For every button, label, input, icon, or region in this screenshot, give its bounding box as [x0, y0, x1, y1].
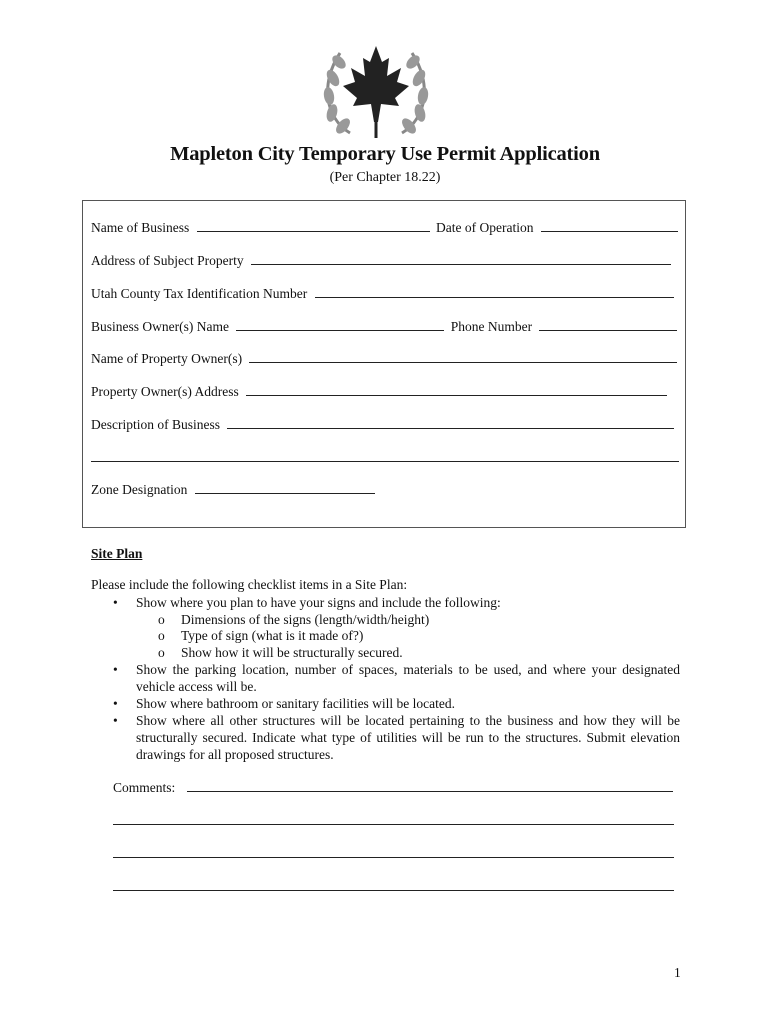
subject-address-label: Address of Subject Property [91, 253, 244, 268]
property-owner-address-row [91, 384, 667, 400]
comments-line-4[interactable] [113, 890, 674, 891]
business-name-label: Name of Business [91, 220, 190, 235]
phone-label: Phone Number [450, 319, 533, 334]
bullet-icon: • [113, 713, 118, 728]
site-plan-item-structures: Show where all other structures will be located pertaining to the business and how they will be structurally secured. Indicate what type of utilities will be run to the structures. Submit elevation drawings for all proposed structures. [136, 713, 680, 762]
bullet-icon: • [113, 595, 118, 610]
sign-sub-item-secured: Show how it will be structurally secured. [181, 645, 403, 660]
bullet-icon: • [113, 696, 118, 711]
comments-field[interactable] [187, 780, 673, 792]
property-owner-name-field[interactable] [249, 351, 677, 363]
circle-bullet-icon: o [158, 612, 165, 627]
city-seal-logo [315, 38, 437, 148]
site-plan-item-signs: Show where you plan to have your signs and include the following: [136, 595, 501, 610]
comments-line-2[interactable] [113, 824, 674, 825]
description-label: Description of Business [91, 417, 220, 432]
bullet-icon: • [113, 662, 118, 677]
property-owner-address-field[interactable] [246, 384, 667, 396]
description-field-line-2[interactable] [91, 450, 679, 462]
site-plan-item-bathroom: Show where bathroom or sanitary facilities will be located. [136, 696, 456, 711]
owner-name-field[interactable] [236, 319, 444, 331]
date-of-operation-label: Date of Operation [436, 220, 534, 235]
subject-address-row [91, 253, 671, 269]
owner-name-row [91, 319, 677, 335]
comments-label: Comments: [113, 780, 176, 795]
comments-line-3[interactable] [113, 857, 674, 858]
page-title: Mapleton City Temporary Use Permit Application [170, 143, 600, 165]
property-owner-name-row [91, 351, 677, 367]
sign-sub-item-dimensions: Dimensions of the signs (length/width/height) [181, 612, 430, 627]
page-subtitle: (Per Chapter 18.22) [329, 170, 441, 185]
circle-bullet-icon: o [158, 645, 165, 660]
tax-id-row [91, 286, 674, 302]
owner-name-label: Business Owner(s) Name [91, 319, 229, 334]
zone-label: Zone Designation [91, 482, 188, 497]
phone-field[interactable] [539, 319, 677, 331]
circle-bullet-icon: o [158, 628, 165, 643]
site-plan-intro: Please include the following checklist items in a Site Plan: [91, 577, 408, 592]
tax-id-label: Utah County Tax Identification Number [91, 286, 308, 301]
site-plan-item-parking: Show the parking location, number of spaces, materials to be used, and where your designated vehicle access will be. [136, 662, 680, 694]
business-name-row [91, 220, 678, 236]
zone-row [91, 482, 375, 498]
page-number: 1 [674, 965, 681, 980]
property-owner-address-label: Property Owner(s) Address [91, 384, 239, 399]
site-plan-heading: Site Plan [91, 546, 143, 561]
subject-address-field[interactable] [251, 253, 671, 265]
zone-field[interactable] [195, 482, 375, 494]
tax-id-field[interactable] [315, 286, 674, 298]
comments-row [113, 780, 673, 796]
date-of-operation-field[interactable] [541, 220, 678, 232]
sign-sub-item-type: Type of sign (what is it made of?) [181, 628, 364, 643]
description-continuation-row [91, 450, 679, 466]
description-field[interactable] [227, 417, 674, 429]
business-name-field[interactable] [197, 220, 430, 232]
description-row [91, 417, 674, 433]
property-owner-name-label: Name of Property Owner(s) [91, 351, 243, 366]
